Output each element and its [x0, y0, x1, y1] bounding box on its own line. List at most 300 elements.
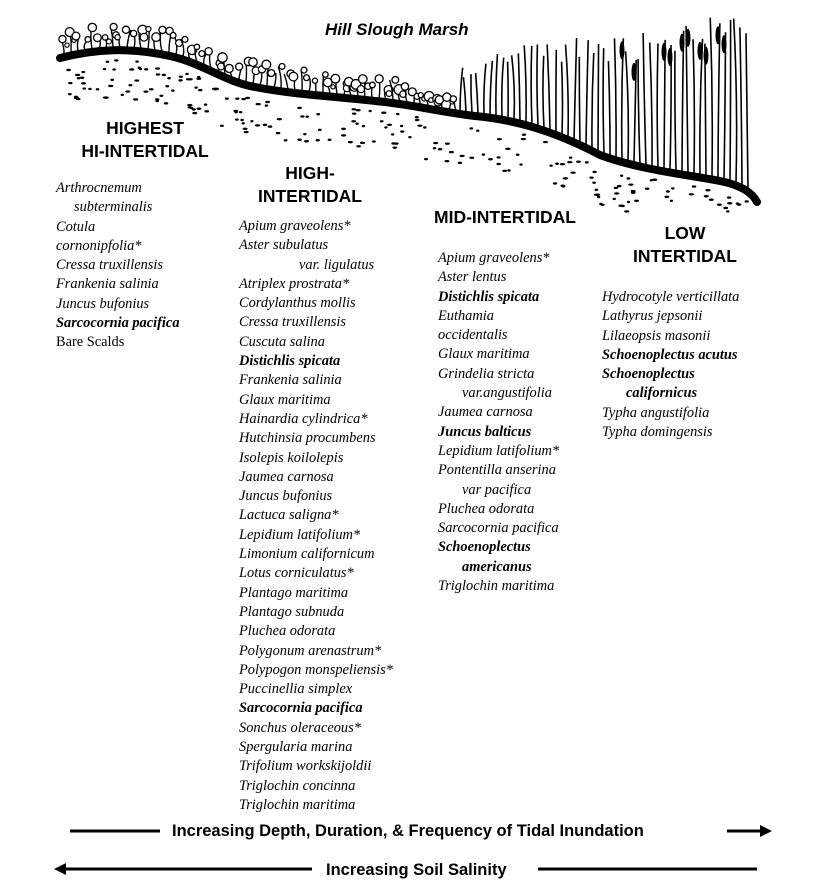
species-name: Apium graveolens* [239, 218, 351, 234]
species-name: Aster subulatus [239, 237, 329, 254]
soil-dot [400, 130, 404, 132]
rush-stem [502, 58, 504, 117]
soil-dot [560, 163, 565, 165]
soil-dot [595, 189, 599, 191]
species-name: Isolepis koilolepis [239, 449, 344, 466]
soil-dot [704, 195, 709, 197]
soil-dot [304, 140, 309, 142]
species-name: Bare Scalds [56, 334, 125, 351]
zone-heading-line: HIGHEST [106, 118, 184, 138]
shrub-leaf [392, 77, 399, 84]
shrub-leaf [218, 53, 227, 62]
soil-dot [614, 187, 619, 189]
shrub-leaf [65, 43, 69, 47]
rush-stem [547, 44, 550, 129]
soil-dot [516, 154, 520, 156]
soil-dot [522, 134, 526, 136]
soil-dot [433, 147, 436, 149]
rush-stem [626, 51, 629, 160]
soil-dot [233, 110, 238, 112]
species-name: Euthamia [438, 307, 494, 324]
shrub-leaf [301, 67, 307, 73]
species-name: Grindelia stricta [438, 365, 535, 382]
species-name: Hutchinsia procumbens [239, 430, 376, 447]
soil-dot [438, 148, 443, 150]
soil-dot [458, 162, 463, 164]
species-name: occidentalis [438, 327, 508, 344]
soil-dot [569, 156, 573, 158]
cattail-head [632, 63, 637, 81]
soil-dot [165, 85, 169, 87]
soil-dot [560, 185, 564, 187]
soil-dot [235, 97, 239, 99]
soil-dot [82, 87, 86, 89]
soil-dot [316, 139, 320, 141]
rush-stem [460, 68, 463, 111]
soil-dot [341, 134, 346, 136]
soil-dot [77, 77, 81, 79]
soil-dot [265, 104, 269, 106]
soil-dot [110, 79, 114, 81]
rush-stem [724, 32, 726, 179]
soil-dot [476, 129, 479, 131]
shrub-leaf [107, 39, 112, 44]
soil-dot [114, 59, 119, 61]
soil-dot [392, 146, 397, 148]
species-name: Typha domingensis [602, 424, 713, 441]
rush-stem [562, 62, 563, 135]
species-name: Schoenoplectus [602, 366, 695, 383]
rush-stem [718, 23, 720, 177]
soil-dot [737, 203, 742, 205]
species-name: Sarcocornia pacifica [56, 315, 180, 332]
rush-stem [693, 39, 694, 173]
soil-dot [496, 163, 501, 165]
species-name: Sarcocornia pacifica [438, 520, 559, 537]
soil-dot [297, 107, 302, 109]
rush-stem [471, 74, 472, 113]
species-name: Plantago subnuda [239, 603, 345, 620]
species-name: Lathyrus jepsonii [602, 308, 703, 325]
soil-dot [727, 202, 732, 204]
soil-dot [415, 119, 420, 121]
species-name: Schoenoplectus [438, 539, 531, 556]
shrub-stem [301, 70, 302, 91]
cattail-head [680, 34, 685, 52]
species-name: Arthrocnemum [56, 180, 142, 196]
rush-stem [657, 44, 658, 168]
soil-dot [225, 97, 229, 99]
soil-dot [355, 123, 358, 125]
shrub-leaf [312, 78, 317, 83]
shrub-leaf [289, 72, 298, 81]
species-name: Pluchea odorata [438, 500, 535, 517]
soil-dot [597, 196, 601, 198]
soil-dot [563, 177, 569, 179]
cattail-head [686, 29, 691, 47]
shrub-leaf [122, 26, 129, 33]
rush-stem [710, 18, 712, 177]
soil-dot [143, 90, 148, 92]
soil-dot [108, 85, 113, 87]
soil-dot [469, 127, 473, 129]
rush-stem [598, 44, 599, 151]
rush-stem [592, 53, 594, 148]
soil-dot [666, 190, 670, 192]
soil-dot [194, 86, 197, 88]
shrub-leaf [130, 30, 136, 36]
shrub-leaf [115, 35, 120, 40]
shrub-leaf [386, 91, 392, 97]
soil-dot [497, 138, 502, 140]
rush-stem [614, 38, 616, 157]
soil-dot [112, 68, 116, 70]
soil-dot [505, 148, 510, 150]
soil-dot [198, 89, 202, 91]
soil-dot [469, 157, 474, 159]
soil-dot [356, 145, 361, 147]
soil-dot [244, 131, 249, 133]
soil-dot [415, 116, 419, 118]
species-name: Spergularia marina [239, 739, 353, 756]
species-name: Aster lentus [438, 269, 507, 286]
rush-stem [476, 73, 478, 113]
soil-dot [240, 119, 244, 121]
species-name: Juncus bufonius [56, 295, 150, 312]
soil-dot [433, 142, 438, 144]
inundation-axis-label: Increasing Depth, Duration, & Frequency of Tidal Inundation [172, 822, 644, 840]
soil-dot [585, 161, 589, 163]
soil-dot [106, 61, 110, 63]
species-name: Sarcocornia pacifica [239, 700, 363, 717]
shrub-leaf [110, 23, 117, 30]
species-name: Triglochin concinna [239, 777, 356, 794]
shrub-leaf [170, 33, 176, 39]
soil-dot [241, 122, 244, 124]
rush-stem [650, 43, 652, 167]
rush-stem [686, 26, 688, 173]
species-name: Trifolium workskijoldii [239, 758, 372, 775]
species-name: Jaumea carnosa [438, 404, 533, 421]
soil-dot [592, 171, 596, 173]
species-list-low-intertidal [602, 288, 739, 442]
soil-dot [400, 125, 403, 127]
rush-stem [512, 55, 515, 119]
soil-dot [88, 88, 91, 90]
soil-dot [164, 102, 168, 104]
soil-dot [155, 100, 159, 102]
species-name: Cressa truxillensis [239, 314, 347, 331]
soil-dot [328, 139, 332, 141]
soil-dot [634, 200, 639, 202]
soil-dot [488, 158, 493, 160]
soil-dot [162, 74, 166, 76]
soil-dot [188, 106, 192, 108]
soil-dot [594, 194, 599, 196]
soil-dot [277, 118, 282, 120]
soil-dot [624, 210, 629, 212]
species-name: cornonipfolia* [56, 237, 142, 254]
soil-dot [502, 170, 507, 172]
rush-stem [638, 59, 640, 164]
soil-dot [396, 113, 400, 115]
soil-dot [576, 161, 581, 163]
diagram-title: Hill Slough Marsh [325, 20, 469, 39]
rush-stem [537, 44, 538, 125]
soil-dot [267, 125, 272, 127]
species-name: Juncus bufonius [239, 488, 333, 505]
rush-stem [603, 48, 604, 153]
rush-stem [524, 45, 526, 122]
zone-heading-high-intertidal [235, 162, 385, 208]
soil-dot [362, 125, 365, 127]
species-name: Polygonum arenastrum* [239, 642, 382, 659]
soil-dot [263, 124, 268, 126]
species-name: Limonium californicum [239, 546, 375, 563]
rush-stem [682, 31, 684, 172]
soil-dot [159, 95, 163, 97]
species-name: Plantago maritima [239, 584, 349, 601]
soil-dot [570, 171, 575, 173]
soil-dot [372, 140, 376, 142]
soil-dot [196, 108, 201, 110]
soil-dot [417, 124, 422, 126]
species-name: Schoenoplectus acutus [602, 346, 738, 363]
shrub-leaf [88, 23, 96, 31]
soil-dot [303, 133, 306, 135]
soil-dot [133, 98, 138, 100]
species-name: Puccinellia simplex [239, 681, 353, 698]
shrub-leaf [72, 32, 80, 40]
species-name: californicus [626, 385, 698, 402]
soil-dot [179, 75, 183, 77]
soil-dot [717, 204, 722, 206]
rush-stem [730, 20, 731, 180]
species-name: Hydrocotyle verticillata [602, 289, 740, 305]
shrub-leaf [225, 64, 233, 72]
soil-dot [76, 98, 81, 100]
species-name: Distichlis spicata [239, 353, 341, 370]
shrub-leaf [450, 96, 456, 102]
soil-dot [555, 162, 559, 164]
shrub-leaf [94, 34, 102, 42]
zone-heading-line: HI-INTERTIDAL [81, 141, 209, 161]
shrub-leaf [262, 60, 271, 69]
species-name: Cressa truxillensis [56, 257, 164, 274]
soil-dot [256, 103, 261, 105]
soil-dot [121, 94, 124, 96]
soil-dot [549, 164, 552, 166]
shrub-leaf [182, 36, 188, 42]
cattail-head [704, 47, 709, 65]
species-name: Lilaeopsis masonii [602, 327, 711, 344]
rush-stem [574, 38, 577, 139]
salinity-axis-label: Increasing Soil Salinity [326, 861, 507, 879]
soil-dot [626, 177, 630, 179]
soil-dot [628, 183, 633, 185]
shrub-leaf [279, 63, 285, 69]
soil-dot [192, 112, 197, 114]
rush-stem [746, 33, 748, 188]
soil-dot [652, 179, 657, 181]
species-name: var pacifica [462, 481, 532, 498]
species-name: Lotus corniculatus* [239, 565, 354, 582]
species-name: Triglochin maritima [239, 796, 356, 813]
shrub-leaf [304, 75, 310, 81]
rush-stem [734, 19, 737, 183]
species-name: Typha angustifolia [602, 404, 710, 421]
soil-dot [745, 200, 749, 202]
soil-dot [155, 67, 160, 69]
species-name: var. ligulatus [299, 256, 375, 273]
soil-dot [380, 120, 384, 122]
soil-dot [149, 88, 154, 90]
cattail-head [698, 42, 703, 60]
rush-stem [490, 61, 492, 115]
species-name: subterminalis [74, 199, 153, 216]
soil-dot [664, 196, 669, 198]
soil-dot [592, 181, 596, 183]
zone-heading-line: MID-INTERTIDAL [434, 207, 576, 227]
rush-stem [496, 54, 498, 116]
soil-dot [445, 142, 450, 144]
soil-dot [444, 160, 449, 162]
soil-dot [369, 110, 372, 112]
species-name: Triglochin maritima [438, 578, 555, 595]
soil-dot [204, 110, 209, 112]
species-name: Cordylanthus mollis [239, 295, 356, 312]
species-name: Polypogon monspeliensis* [239, 661, 393, 678]
rush-stem [508, 62, 509, 118]
soil-dot [276, 132, 281, 134]
soil-dot [188, 78, 193, 80]
soil-dot [689, 193, 694, 195]
soil-dot [424, 158, 428, 160]
shrub-leaf [59, 36, 66, 43]
soil-dot [670, 200, 673, 202]
soil-dot [553, 182, 557, 184]
rush-stem [463, 77, 466, 112]
rush-stem [586, 40, 588, 145]
soil-dot [507, 169, 510, 171]
soil-dot [618, 205, 623, 207]
soil-dot [305, 115, 308, 117]
species-name: Glaux maritima [239, 391, 331, 408]
soil-dot [613, 198, 616, 200]
soil-dot [351, 120, 356, 122]
shrub-leaf [249, 58, 258, 67]
species-list-high-intertidal [239, 217, 393, 815]
shrub-leaf [357, 86, 364, 93]
shrub-leaf [323, 72, 329, 78]
soil-dot [543, 141, 548, 143]
soil-dot [341, 128, 346, 130]
soil-dot [449, 151, 454, 153]
soil-dot [66, 69, 71, 71]
soil-dot [135, 60, 139, 62]
soil-dot [521, 138, 527, 140]
soil-dot [316, 113, 320, 115]
shrub-leaf [205, 48, 212, 55]
soil-dot [394, 142, 399, 144]
species-name: Apium graveolens* [438, 250, 550, 266]
soil-dot [134, 79, 139, 81]
soil-dot [265, 101, 270, 103]
cattail-head [716, 26, 721, 44]
soil-dot [351, 108, 356, 110]
species-list-mid-intertidal [438, 249, 559, 596]
soil-dot [387, 124, 392, 126]
soil-dot [318, 129, 322, 131]
zone-heading-line: INTERTIDAL [632, 246, 738, 266]
soil-dot [360, 142, 365, 144]
shrub-leaf [370, 82, 376, 88]
soil-dot [196, 77, 201, 79]
soil-dot [241, 98, 246, 100]
soil-dot [723, 207, 728, 209]
soil-dot [300, 115, 304, 117]
soil-dot [627, 201, 630, 203]
soil-dot [81, 71, 85, 73]
species-name: Frankenia salinia [239, 372, 342, 389]
shrub-leaf [236, 63, 243, 70]
soil-dot [250, 120, 253, 122]
species-name: Juncus balticus [438, 423, 532, 440]
soil-dot [620, 175, 623, 177]
soil-dot [423, 126, 426, 128]
soil-dot [68, 82, 73, 84]
zone-heading-mid-intertidal [420, 206, 590, 229]
soil-dot [705, 189, 710, 191]
shrub-leaf [268, 70, 275, 77]
shrub-leaf [331, 74, 340, 83]
soil-dot [645, 188, 650, 190]
shrub-leaf [146, 26, 151, 31]
species-name: Glaux maritima [438, 346, 530, 363]
rush-stem [484, 64, 486, 114]
rush-stem [518, 53, 520, 120]
soil-dot [567, 161, 572, 163]
soil-dot [103, 96, 109, 98]
soil-dot [355, 109, 360, 111]
zone-heading-low-intertidal [615, 222, 755, 268]
soil-dot [96, 88, 100, 90]
soil-dot [631, 190, 636, 192]
shrub-leaf [375, 75, 383, 83]
soil-dot [204, 103, 207, 105]
species-name: Cotula [56, 218, 96, 235]
soil-dot [167, 77, 171, 79]
soil-dot [255, 124, 260, 126]
species-name: Frankenia salinia [56, 276, 159, 293]
soil-dot [235, 118, 239, 120]
shrub-leaf [401, 83, 408, 90]
species-name: Lepidium latifolium* [438, 442, 560, 459]
soil-dot [709, 199, 714, 201]
species-name: var.angustifolia [462, 385, 552, 402]
rush-stem [740, 27, 742, 185]
soil-dot [103, 68, 107, 70]
species-name: Cuscuta salina [239, 333, 325, 350]
soil-dot [727, 196, 731, 198]
soil-dot [692, 185, 697, 187]
zone-heading-highest-hi-intertidal [60, 117, 230, 163]
rush-stem [608, 61, 610, 155]
species-name: Pluchea odorata [239, 623, 336, 640]
soil-dot [75, 74, 80, 76]
soil-dot [614, 192, 619, 194]
rush-stem [566, 45, 569, 137]
